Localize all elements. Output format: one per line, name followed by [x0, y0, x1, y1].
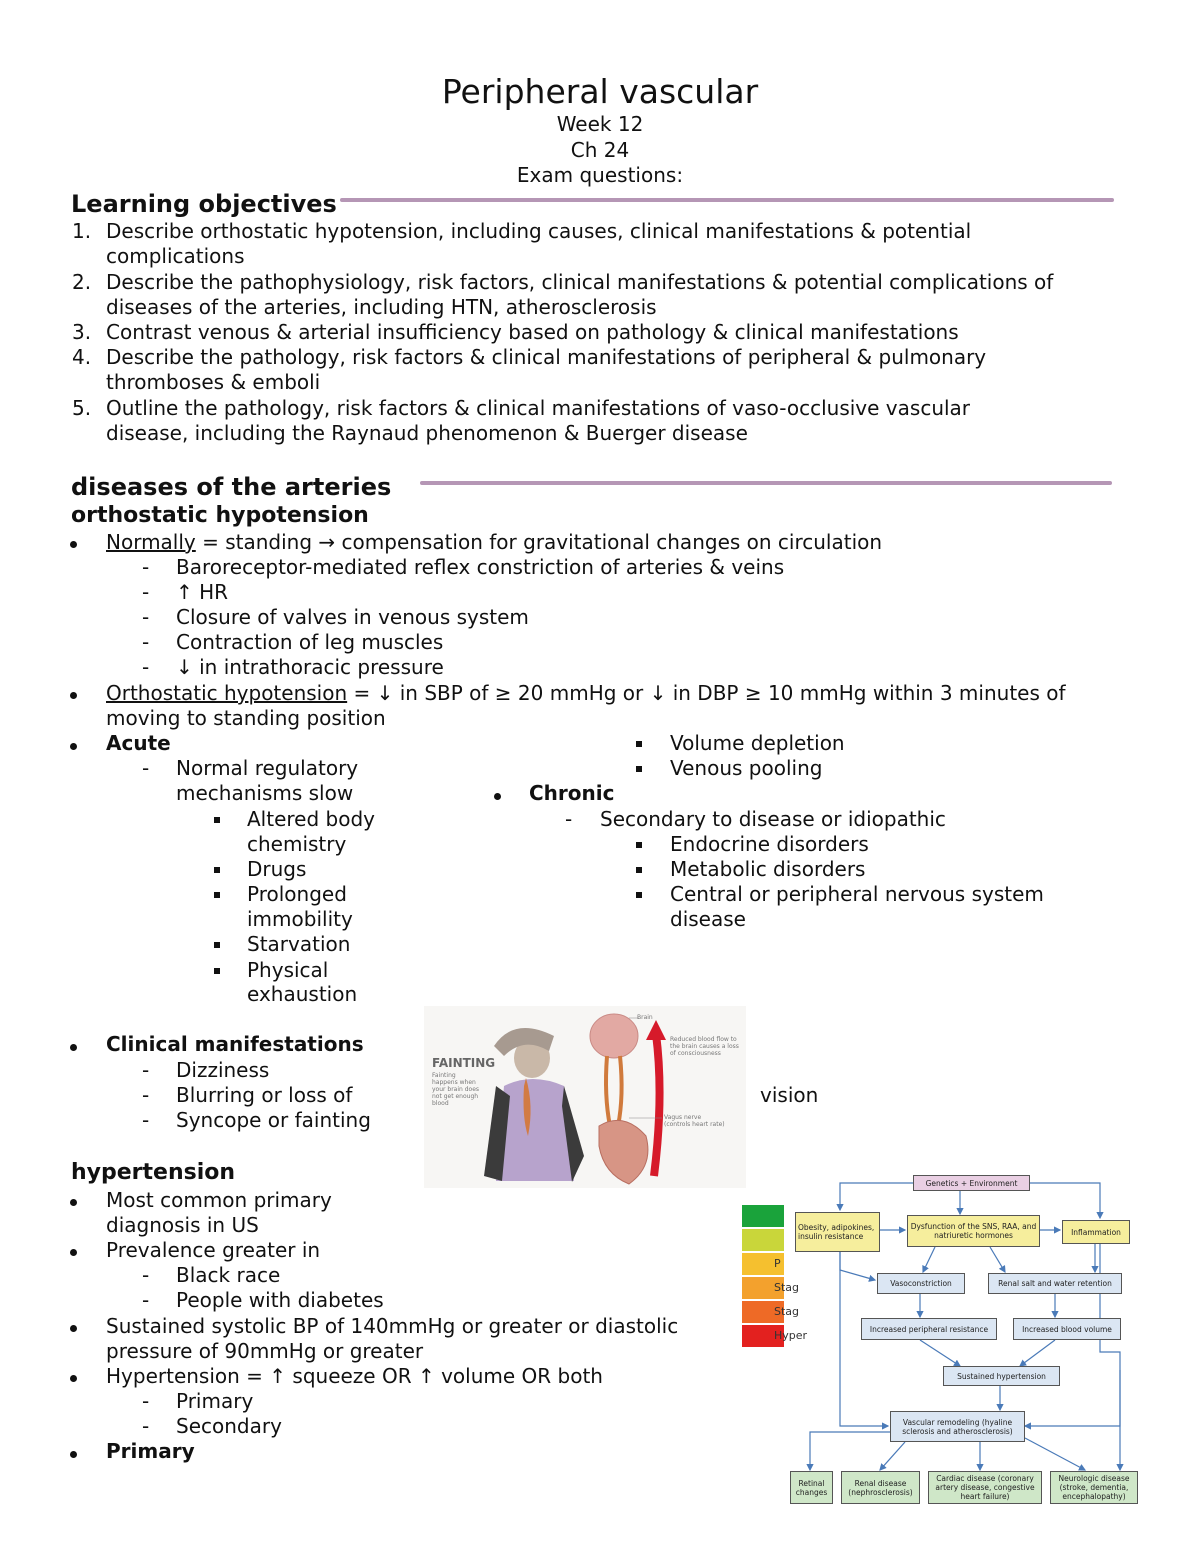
- flow-node-retinal: Retinal changes: [790, 1471, 833, 1504]
- reduced-flow-label: Reduced blood flow to the brain causes a loss of consciousness: [670, 1036, 739, 1057]
- bullet: [70, 692, 77, 699]
- list-item: Physical: [247, 958, 329, 982]
- orthostatic-heading: orthostatic hypotension: [71, 503, 369, 528]
- list-item: Venous pooling: [670, 756, 823, 780]
- square-bullet: [214, 817, 220, 823]
- bp-band: [742, 1205, 784, 1227]
- bullet: [70, 1451, 77, 1458]
- bullet: [70, 1325, 77, 1332]
- chronic-label: Chronic: [529, 781, 615, 805]
- list-item: Volume depletion: [670, 731, 845, 755]
- dash: -: [142, 605, 150, 629]
- list-item: Starvation: [247, 932, 351, 956]
- list-item: Endocrine disorders: [670, 832, 869, 856]
- square-bullet: [214, 892, 220, 898]
- list-item: Prolonged: [247, 882, 347, 906]
- list-item: Most common primary: [106, 1188, 332, 1212]
- dash: -: [142, 1389, 150, 1413]
- flow-arrow: [990, 1247, 1005, 1272]
- arrow-up-icon: [654, 1034, 660, 1176]
- objective-number: 5.: [72, 396, 92, 420]
- list-item: Hypertension = ↑ squeeze OR ↑ volume OR both: [106, 1364, 603, 1388]
- neck-arteries: [606, 1056, 622, 1126]
- normally-line: [106, 530, 882, 555]
- chapter-label: Ch 24: [570, 138, 630, 162]
- dash: -: [142, 580, 150, 604]
- hypertension-heading: hypertension: [71, 1160, 236, 1185]
- dash: -: [142, 1263, 150, 1287]
- dash: -: [142, 555, 150, 579]
- list-item: Metabolic disorders: [670, 857, 866, 881]
- bp-band: Stag: [742, 1301, 784, 1323]
- square-bullet: [636, 842, 642, 848]
- arrow-head-icon: [646, 1020, 666, 1040]
- bullet: [70, 743, 77, 750]
- normally-term: Normally: [106, 530, 196, 554]
- objective-number: 4.: [72, 345, 92, 369]
- list-item: Primary: [176, 1389, 254, 1413]
- bp-band: Hyper: [742, 1325, 784, 1347]
- list-item: ↓ in intrathoracic pressure: [176, 655, 444, 679]
- list-item: Central or peripheral nervous system: [670, 882, 1044, 906]
- flow-arrow: [923, 1247, 935, 1272]
- bullet: [70, 1249, 77, 1256]
- oh-definition-line2: moving to standing position: [106, 706, 386, 730]
- dash: -: [142, 1083, 150, 1107]
- brain-label: Brain: [637, 1014, 653, 1021]
- bp-band: P: [742, 1253, 784, 1275]
- bullet: [70, 1199, 77, 1206]
- list-item: diagnosis in US: [106, 1213, 259, 1237]
- list-item: Secondary: [176, 1414, 282, 1438]
- flow-arrow: [1030, 1183, 1100, 1218]
- exam-label: Exam questions:: [516, 163, 684, 187]
- flow-arrow: [1025, 1438, 1085, 1470]
- flow-arrow: [840, 1252, 875, 1280]
- flow-node-inflammation: Inflammation: [1062, 1220, 1130, 1244]
- figure-body: [496, 1079, 574, 1181]
- flow-node-vasoconstriction: Vasoconstriction: [877, 1273, 965, 1294]
- list-item: chemistry: [247, 832, 347, 856]
- oh-definition: [106, 681, 1066, 706]
- fainting-drawing: [424, 1006, 746, 1188]
- flow-node-genetics: Genetics + Environment: [913, 1175, 1030, 1191]
- arteries-heading: diseases of the arteries: [71, 473, 392, 501]
- bullet: [494, 793, 501, 800]
- bp-category-strip: [742, 1205, 808, 1349]
- flow-node-renal-salt: Renal salt and water retention: [988, 1273, 1122, 1294]
- dash: -: [142, 1108, 150, 1132]
- objective-text: Describe the pathology, risk factors & clinical manifestations of peripheral & pulmonary: [106, 345, 987, 369]
- dash: -: [142, 630, 150, 654]
- list-item: exhaustion: [247, 982, 358, 1006]
- objective-text: Describe the pathophysiology, risk factors, clinical manifestations & potential complications of: [106, 270, 1054, 294]
- objective-text: Contrast venous & arterial insufficiency based on pathology & clinical manifestations: [106, 320, 959, 344]
- fainting-illustration: [424, 1006, 746, 1188]
- objective-text: thromboses & emboli: [106, 370, 321, 394]
- flow-node-neuro: Neurologic disease (stroke, dementia, encephalopathy): [1050, 1471, 1138, 1504]
- list-item: People with diabetes: [176, 1288, 384, 1312]
- acute-label: Acute: [106, 731, 171, 755]
- square-bullet: [636, 741, 642, 747]
- vision-text: vision: [760, 1083, 819, 1107]
- objective-text: diseases of the arteries, including HTN, atherosclerosis: [106, 295, 657, 319]
- list-item: Blurring or loss of: [176, 1083, 353, 1107]
- objective-text: Outline the pathology, risk factors & clinical manifestations of vaso-occlusive vascular: [106, 396, 971, 420]
- bullet: [70, 1375, 77, 1382]
- figure-title: FAINTING: [432, 1056, 496, 1070]
- list-item: Secondary to disease or idiopathic: [600, 807, 946, 831]
- bp-band: [742, 1229, 784, 1251]
- objective-text: complications: [106, 244, 245, 268]
- dash: -: [142, 655, 150, 679]
- list-item: immobility: [247, 907, 353, 931]
- flow-node-obesity: Obesity, adipokines, insulin resistance: [795, 1212, 880, 1252]
- square-bullet: [636, 892, 642, 898]
- list-item: Prevalence greater in: [106, 1238, 321, 1262]
- objective-text: Describe orthostatic hypotension, including causes, clinical manifestations & potential: [106, 219, 972, 243]
- normally-text: = standing → compensation for gravitational changes on circulation: [195, 530, 883, 554]
- oh-term: Orthostatic hypotension: [106, 681, 348, 705]
- list-item: ↑ HR: [176, 580, 229, 604]
- bp-band: Stag: [742, 1277, 784, 1299]
- dash: -: [565, 807, 573, 831]
- dash: -: [142, 756, 150, 780]
- square-bullet: [214, 968, 220, 974]
- bullet: [70, 541, 77, 548]
- flow-node-sustained: Sustained hypertension: [943, 1366, 1060, 1386]
- list-item: Normal regulatory: [176, 756, 359, 780]
- objective-number: 1.: [72, 219, 92, 243]
- list-item: Contraction of leg muscles: [176, 630, 444, 654]
- list-item: Black race: [176, 1263, 281, 1287]
- list-item: Primary: [106, 1439, 195, 1463]
- dash: -: [142, 1414, 150, 1438]
- list-item: Sustained systolic BP of 140mmHg or greater or diastolic: [106, 1314, 679, 1338]
- section-divider: [340, 198, 1114, 202]
- flow-arrow: [810, 1432, 890, 1470]
- objective-number: 3.: [72, 320, 92, 344]
- list-item: Syncope or fainting: [176, 1108, 371, 1132]
- oh-text: = ↓ in SBP of ≥ 20 mmHg or ↓ in DBP ≥ 10 mmHg within 3 minutes of: [347, 681, 1066, 705]
- flow-node-blood-volume: Increased blood volume: [1013, 1318, 1121, 1340]
- list-item: Dizziness: [176, 1058, 270, 1082]
- square-bullet: [214, 942, 220, 948]
- flow-node-renal-disease: Renal disease (nephrosclerosis): [841, 1471, 920, 1504]
- square-bullet: [214, 867, 220, 873]
- flow-arrow: [880, 1442, 905, 1470]
- heart-shape: [599, 1120, 648, 1184]
- list-item: Baroreceptor-mediated reflex constriction of arteries & veins: [176, 555, 785, 579]
- flow-arrow: [920, 1340, 960, 1366]
- square-bullet: [636, 867, 642, 873]
- list-item: Closure of valves in venous system: [176, 605, 529, 629]
- figure-caption: Fainting happens when your brain does not get enough blood: [432, 1072, 480, 1107]
- list-item: disease: [670, 907, 746, 931]
- flow-node-peripheral-resistance: Increased peripheral resistance: [861, 1318, 997, 1340]
- flow-node-cardiac: Cardiac disease (coronary artery disease, congestive heart failure): [928, 1471, 1042, 1504]
- list-item: mechanisms slow: [176, 781, 354, 805]
- list-item: pressure of 90mmHg or greater: [106, 1339, 424, 1363]
- clinical-label: Clinical manifestations: [106, 1032, 364, 1056]
- square-bullet: [636, 766, 642, 772]
- hypertension-flowchart: [785, 1170, 1145, 1510]
- flow-node-remodeling: Vascular remodeling (hyaline sclerosis and atherosclerosis): [890, 1411, 1025, 1442]
- flow-arrow: [840, 1183, 913, 1210]
- dash: -: [142, 1058, 150, 1082]
- flow-arrow: [1020, 1340, 1055, 1366]
- learning-objectives-heading: Learning objectives: [71, 190, 337, 218]
- bullet: [70, 1044, 77, 1051]
- list-item: Altered body: [247, 807, 375, 831]
- page-title: Peripheral vascular: [441, 72, 759, 111]
- section-divider: [420, 481, 1112, 485]
- list-item: Drugs: [247, 857, 307, 881]
- objective-text: disease, including the Raynaud phenomenon & Buerger disease: [106, 421, 748, 445]
- dash: -: [142, 1288, 150, 1312]
- vagus-label: Vagus nerve (controls heart rate): [664, 1114, 725, 1128]
- brain-shape: [590, 1014, 638, 1058]
- objective-number: 2.: [72, 270, 92, 294]
- flow-node-sns: Dysfunction of the SNS, RAA, and natriuretic hormones: [907, 1215, 1040, 1247]
- week-label: Week 12: [556, 112, 644, 136]
